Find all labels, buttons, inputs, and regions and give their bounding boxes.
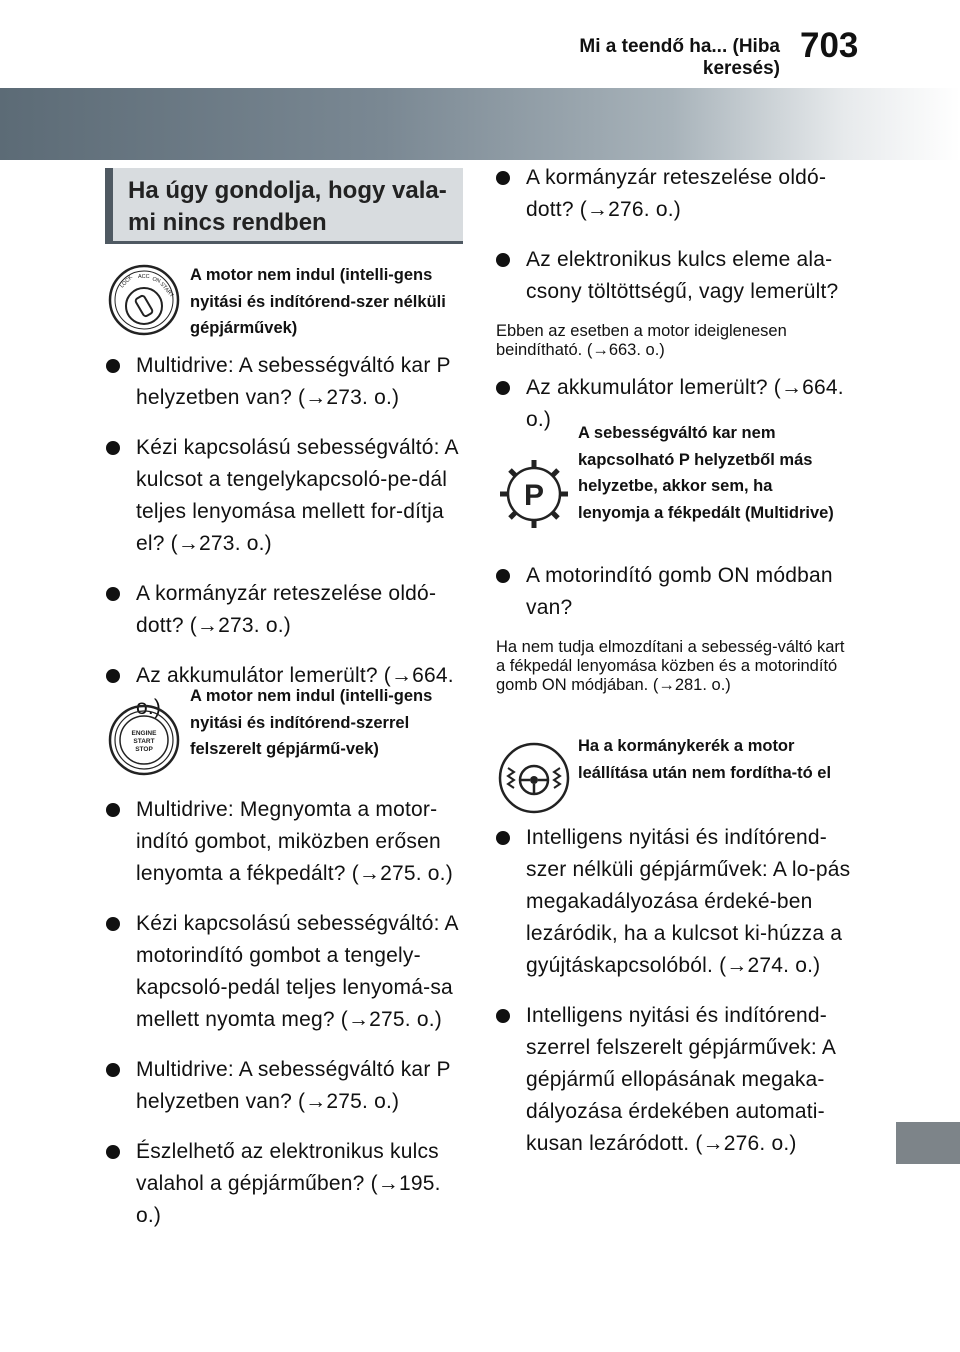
chapter-side-tab bbox=[896, 1122, 960, 1164]
subheading-shift-lever: A sebességváltó kar nem kapcsolható P helyzetből más helyzetbe, akkor sem, ha lenyomja a fékpedált (Multidrive) bbox=[578, 424, 834, 522]
list-item: Észlelhető az elektronikus kulcs valahol a gépjárműben? (→195. o.) bbox=[106, 1136, 458, 1232]
note-battery-low: Ebben az esetben a motor ideiglenesen beindítható. (→663. o.) bbox=[496, 322, 787, 359]
list-item: A kormányzár reteszelése oldó-dott? (→273. o.) bbox=[106, 578, 458, 642]
ignition-label-start: START bbox=[158, 281, 175, 299]
list-item: Az akkumulátor lemerült? (→664. o.) bbox=[496, 372, 856, 436]
list-item: Intelligens nyitási és indítórend-szer nélküli gépjárművek: A lo-pás megakadályozása érdeké-ben lezáródik, ha a kulcsot ki-húzza a gyújtáskapcsolóból. (→274. o.) bbox=[496, 822, 856, 982]
ignition-label-acc: ACC bbox=[138, 274, 150, 280]
list-item: A kormányzár reteszelése oldó-dott? (→276. o.) bbox=[496, 162, 856, 226]
ignition-label-lock: LOCK bbox=[119, 274, 135, 290]
right-bullets-top bbox=[496, 162, 856, 436]
list-item: Kézi kapcsolású sebességváltó: A kulcsot a tengelykapcsoló-pe-dál teljes lenyomása mellett for-dítja el? (→273. o.) bbox=[106, 432, 458, 560]
left-bullets-1 bbox=[106, 350, 458, 724]
header-gradient-band bbox=[0, 88, 960, 160]
subheading-steering-lock: Ha a kormánykerék a motor leállítása után nem fordítha-tó el bbox=[578, 737, 832, 782]
running-header-title: Mi a teendő ha... (Hiba keresés) bbox=[579, 36, 780, 79]
list-item: Multidrive: A sebességváltó kar P helyzetben van? (→273. o.) bbox=[106, 350, 458, 414]
ignition-key-cylinder-icon bbox=[108, 264, 180, 336]
list-item: Multidrive: A sebességváltó kar P helyzetben van? (→275. o.) bbox=[106, 1054, 458, 1118]
list-item: Kézi kapcsolású sebességváltó: A motorindító gombot a tengely-kapcsoló-pedál teljes lenyomá-sa mellett nyomta meg? (→275. o.) bbox=[106, 908, 458, 1036]
ignition-label-on: ON bbox=[151, 276, 162, 285]
button-label-stop: STOP bbox=[135, 746, 153, 753]
right-bullets-bottom bbox=[496, 822, 856, 1160]
park-gear-letter: P bbox=[523, 479, 545, 512]
subheading-with-smart-key: A motor nem indul (intelli-gens nyitási és indítórend-szerrel felszerelt gépjármű-vek) bbox=[190, 687, 433, 758]
park-gear-warning-icon bbox=[498, 458, 570, 530]
button-label-engine: ENGINE bbox=[131, 730, 157, 737]
page-number: 703 bbox=[800, 26, 859, 65]
list-item: Multidrive: Megnyomta a motor-indító gombot, miközben erősen lenyomta a fékpedált? (→275. o.) bbox=[106, 794, 458, 890]
subheading-no-smart-key: A motor nem indul (intelli-gens nyitási és indítórend-szer nélküli gépjárművek) bbox=[190, 266, 446, 337]
list-item: Az elektronikus kulcs eleme ala-csony töltöttségű, vagy lemerült? bbox=[496, 244, 856, 308]
section-title-box bbox=[105, 168, 463, 244]
right-bullets-mid bbox=[496, 560, 856, 695]
list-item: Az akkumulátor lemerült? (→664. o.) bbox=[106, 660, 458, 724]
list-item: Intelligens nyitási és indítórend-szerrel felszerelt gépjárművek: A gépjármű ellopásának megaka-dályozása érdekében automati-kusan lezáródott. (→276. o.) bbox=[496, 1000, 856, 1160]
steering-lock-icon bbox=[498, 742, 570, 814]
button-label-start: START bbox=[133, 738, 155, 745]
left-bullets-2 bbox=[106, 794, 458, 1232]
list-item: A motorindító gomb ON módban van? bbox=[496, 560, 856, 624]
section-title: Ha úgy gondolja, hogy vala-mi nincs rendben bbox=[128, 177, 447, 236]
engine-start-stop-button-icon bbox=[108, 704, 180, 776]
note-shift-lever: Ha nem tudja elmozdítani a sebesség-váltó kart a fékpedál lenyomása közben és a motorindító gomb ON módjában. (→281. o.) bbox=[496, 638, 845, 694]
